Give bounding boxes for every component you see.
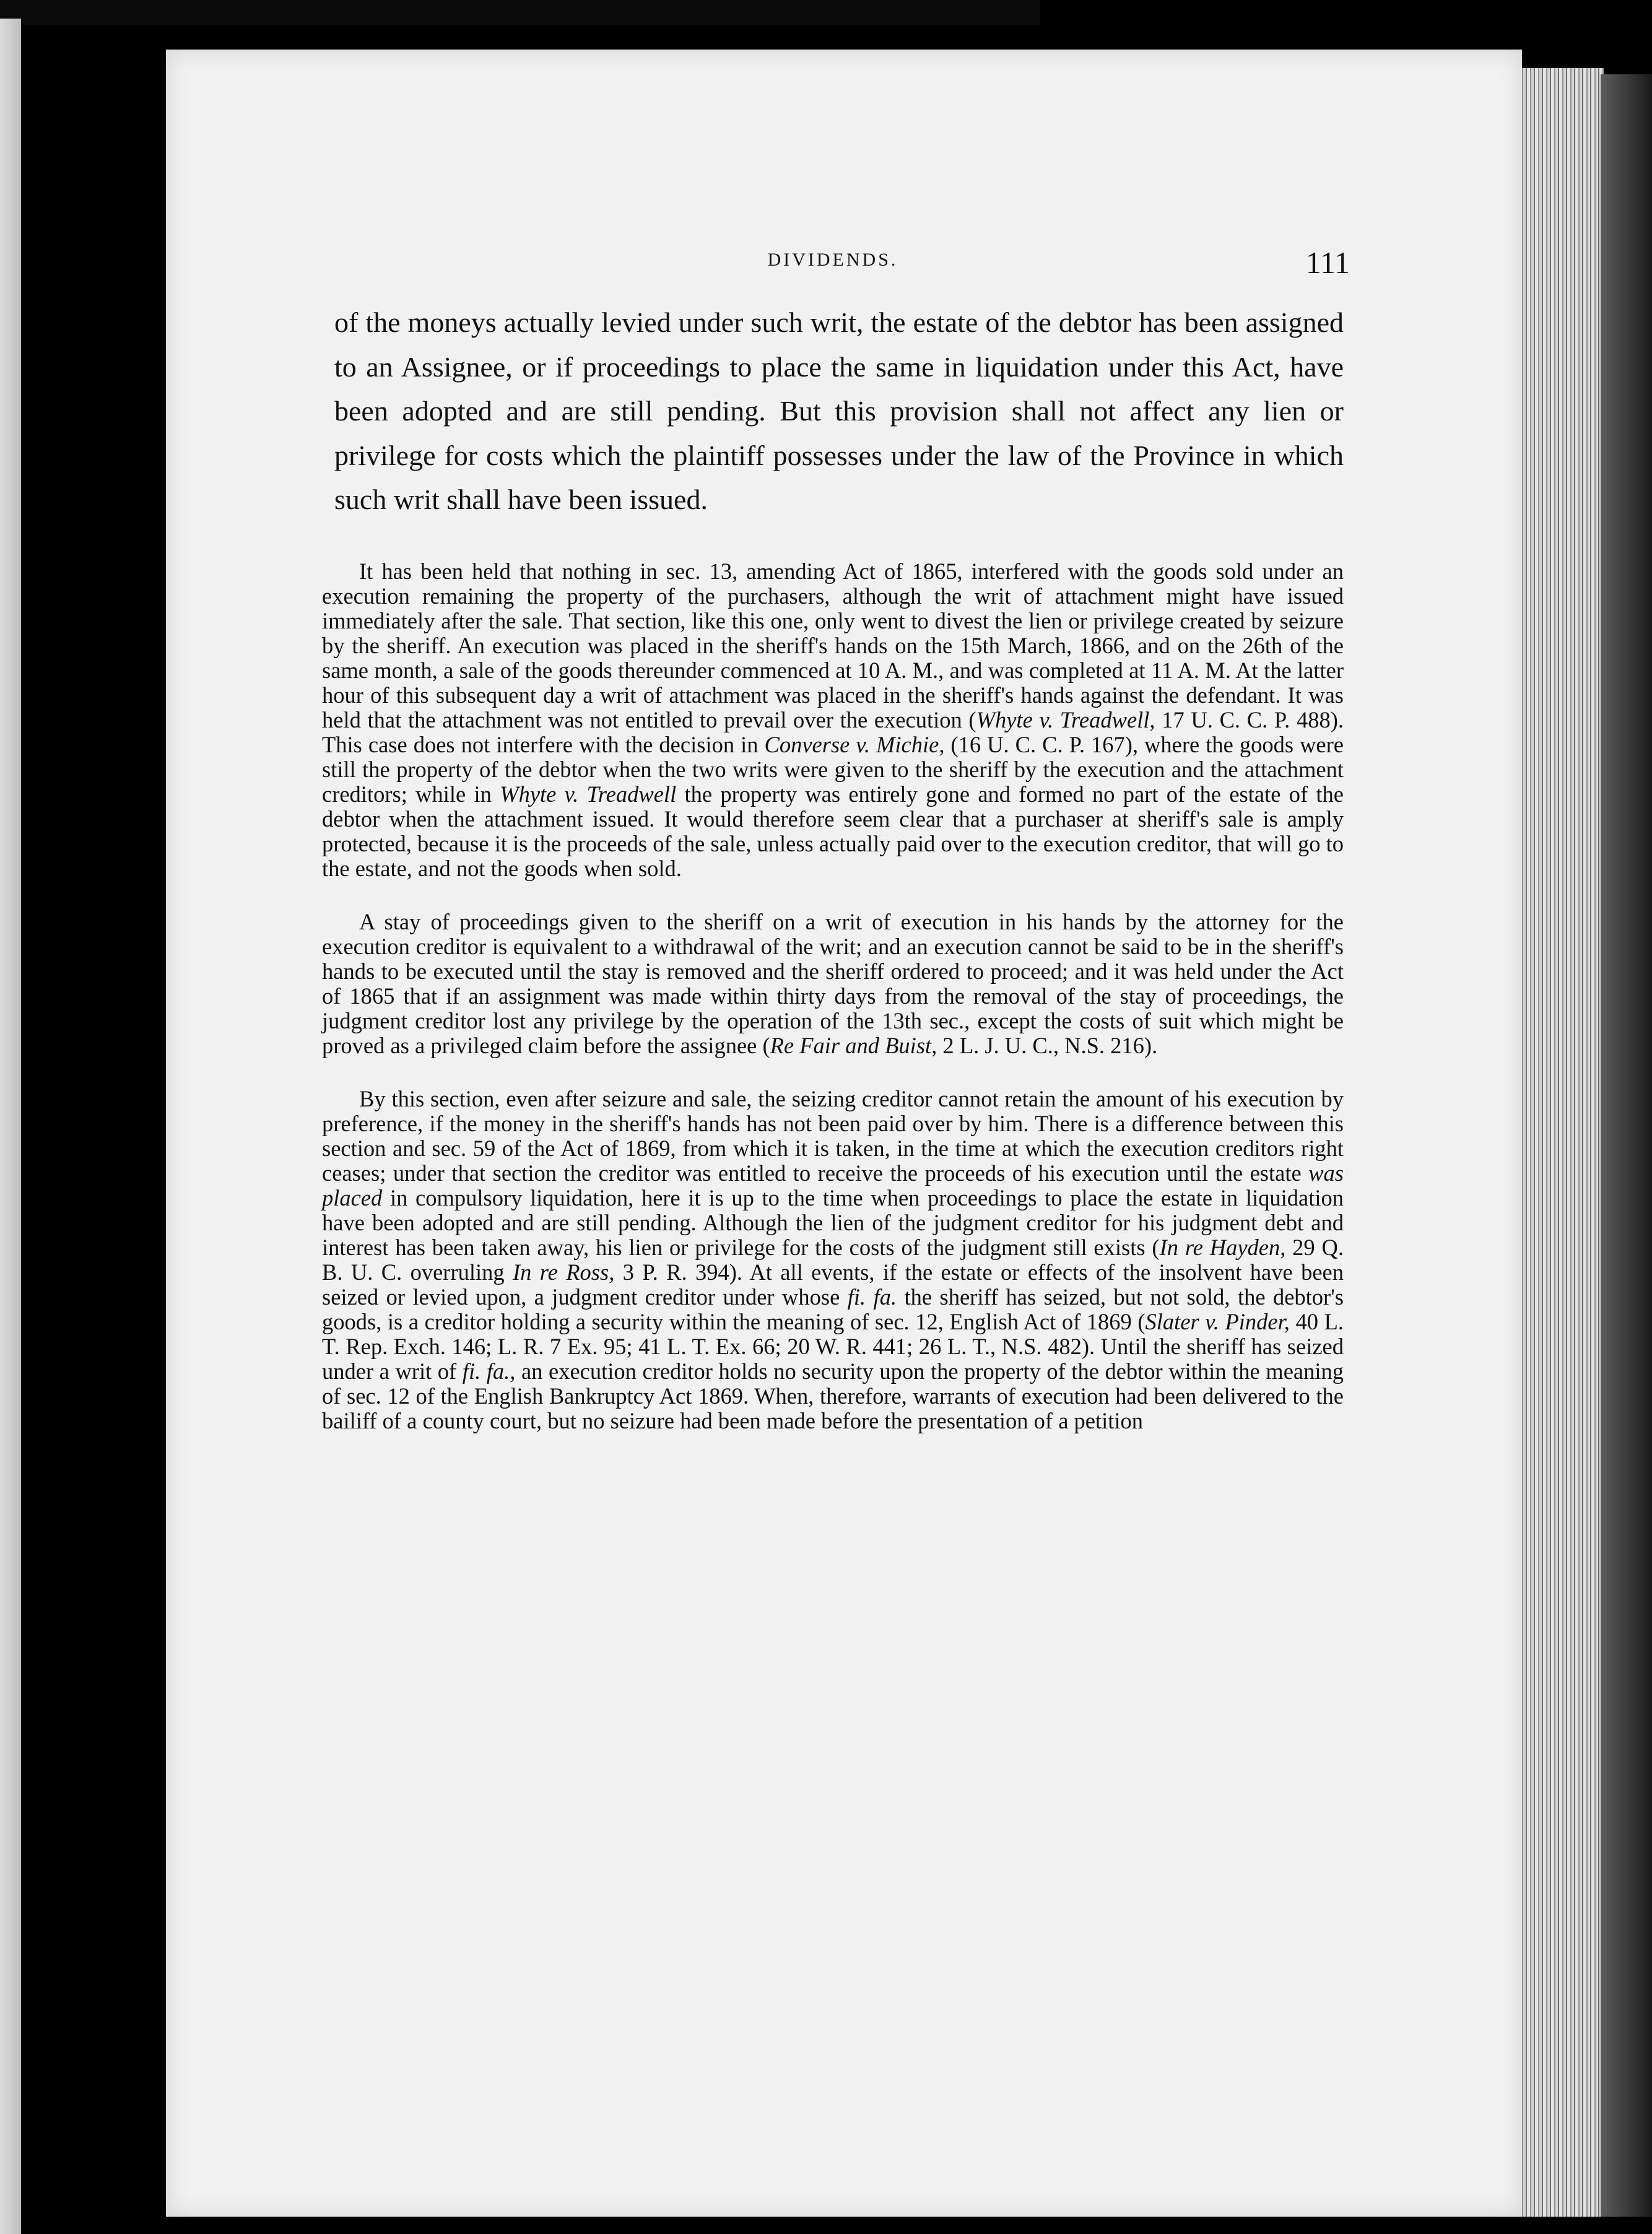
note-text: A stay of proceedings given to the sheriff on a writ of execution in his hands by the attorney for the execution creditor is equivalent to a withdrawal of the writ; and an execution cannot be said to be in the sheriff's hands to be executed until the stay is removed and the sheriff ordered to proceed; and it was held under the Act of 1865 that if an assignment was made within thirty days from the removal of the stay of proceedings, the judgment creditor lost any privilege by the operation of the 13th sec., except the costs of suit which might be proved as a privileged claim before the assignee ( — [322, 908, 1344, 1058]
writ-term: fi. fa., — [462, 1358, 516, 1384]
book-spine-shadow — [1601, 74, 1652, 2217]
case-citation: Whyte v. Treadwell, — [976, 706, 1155, 732]
emphasis-text: was placed — [322, 1160, 1344, 1210]
running-title: DIVIDENDS. — [767, 250, 898, 270]
page-number: 111 — [1305, 245, 1350, 280]
case-citation: Slater v. Pinder, — [1145, 1308, 1290, 1334]
note-text: 17 U. C. C. P. 488). This case does not interfere with the decision in — [322, 706, 1344, 757]
note-text: 40 L. T. Rep. Exch. 146; L. R. 7 Ex. 95; 41 L. T. Ex. 66; 20 W. R. 441; 26 L. T., N.S. 482). Until the sheriff has seized under a writ of — [322, 1308, 1344, 1384]
case-citation: In re Hayden, — [1159, 1234, 1286, 1260]
page-content — [322, 245, 1350, 1433]
note-text: By this section, even after seizure and sale, the seizing creditor cannot retain the amount of his execution by preference, if the money in the sheriff's hands has not been paid over by him. There is a difference between this section and sec. 59 of the Act of 1869, from which it is taken, in the time at which the execution creditors right ceases; under that section the creditor was entitled to receive the proceeds of his execution until the estate — [322, 1085, 1344, 1186]
running-header — [322, 245, 1350, 300]
scanner-background-top — [0, 0, 1040, 25]
note-text: in compulsory liquidation, here it is up to the time when proceedings to place the estate in liquidation have been adopted and are still pending. Although the lien of the judgment creditor for his judgment debt and interest has been taken away, his lien or privilege for the costs of the judgment still exists ( — [322, 1184, 1344, 1260]
note-text: (16 U. C. C. P. 167), where the goods were still the property of the debtor when the two writs were given to the sheriff by the execution and the attachment creditors; while in — [322, 731, 1344, 807]
commentary-paragraph-3 — [322, 1087, 1344, 1433]
note-text: an execution creditor holds no security upon the property of the debtor within the meaning of sec. 12 of the English Bankruptcy Act 1869. When, therefore, warrants of execution had been delivered to the bailiff of a county court, but no seizure had been made before the presentation of a petition — [322, 1358, 1344, 1433]
facing-page-edge — [0, 19, 21, 2234]
writ-term: fi. fa. — [847, 1284, 897, 1310]
book-page-edges — [1511, 68, 1604, 2217]
statute-paragraph: of the moneys actually levied under such writ, the estate of the debtor has been assigned to an Assignee, or if proceedings to place the same in liquidation under this Act, have been adopted and are still pending. But this provision shall not affect any lien or privilege for costs which the plaintiff possesses under the law of the Province in which such writ shall have been issued. — [334, 306, 1344, 515]
case-citation: Converse v. Michie, — [764, 731, 945, 757]
note-text: the property was entirely gone and formed no part of the estate of the debtor when the attachment issued. It would therefore seem clear that a purchaser at sheriff's sale is amply protected, because it is the proceeds of the sale, unless actually paid over to the execution creditor, that will go to the estate, and not the goods when sold. — [322, 781, 1344, 881]
note-text: It has been held that nothing in sec. 13, amending Act of 1865, interfered with the goods sold under an execution remaining the property of the purchasers, although the writ of attachment might have issued immediately after the sale. That section, like this one, only went to divest the lien or privilege created by seizure by the sheriff. An execution was placed in the sheriff's hands on the 15th March, 1866, and on the 26th of the same month, a sale of the goods thereunder commenced at 10 A. M., and was completed at 11 A. M. At the latter hour of this subsequent day a writ of attachment was placed in the sheriff's hands against the defendant. It was held that the attachment was not entitled to prevail over the execution ( — [322, 558, 1344, 732]
case-citation: Re Fair and Buist, — [770, 1032, 937, 1058]
commentary-paragraph-2 — [322, 910, 1344, 1058]
note-text: the sheriff has seized, but not sold, the debtor's goods, is a creditor holding a security within the meaning of sec. 12, English Act of 1869 ( — [322, 1284, 1344, 1334]
case-citation: In re Ross, — [513, 1259, 615, 1285]
case-citation: Whyte v. Treadwell — [500, 781, 677, 807]
note-text: 29 Q. B. U. C. overruling — [322, 1234, 1344, 1285]
commentary-paragraph-1 — [322, 559, 1344, 881]
note-text: 3 P. R. 394). At all events, if the estate or effects of the insolvent have been seized or levied upon, a judgment creditor under whose — [322, 1259, 1344, 1310]
note-text: 2 L. J. U. C., N.S. 216). — [937, 1032, 1158, 1058]
